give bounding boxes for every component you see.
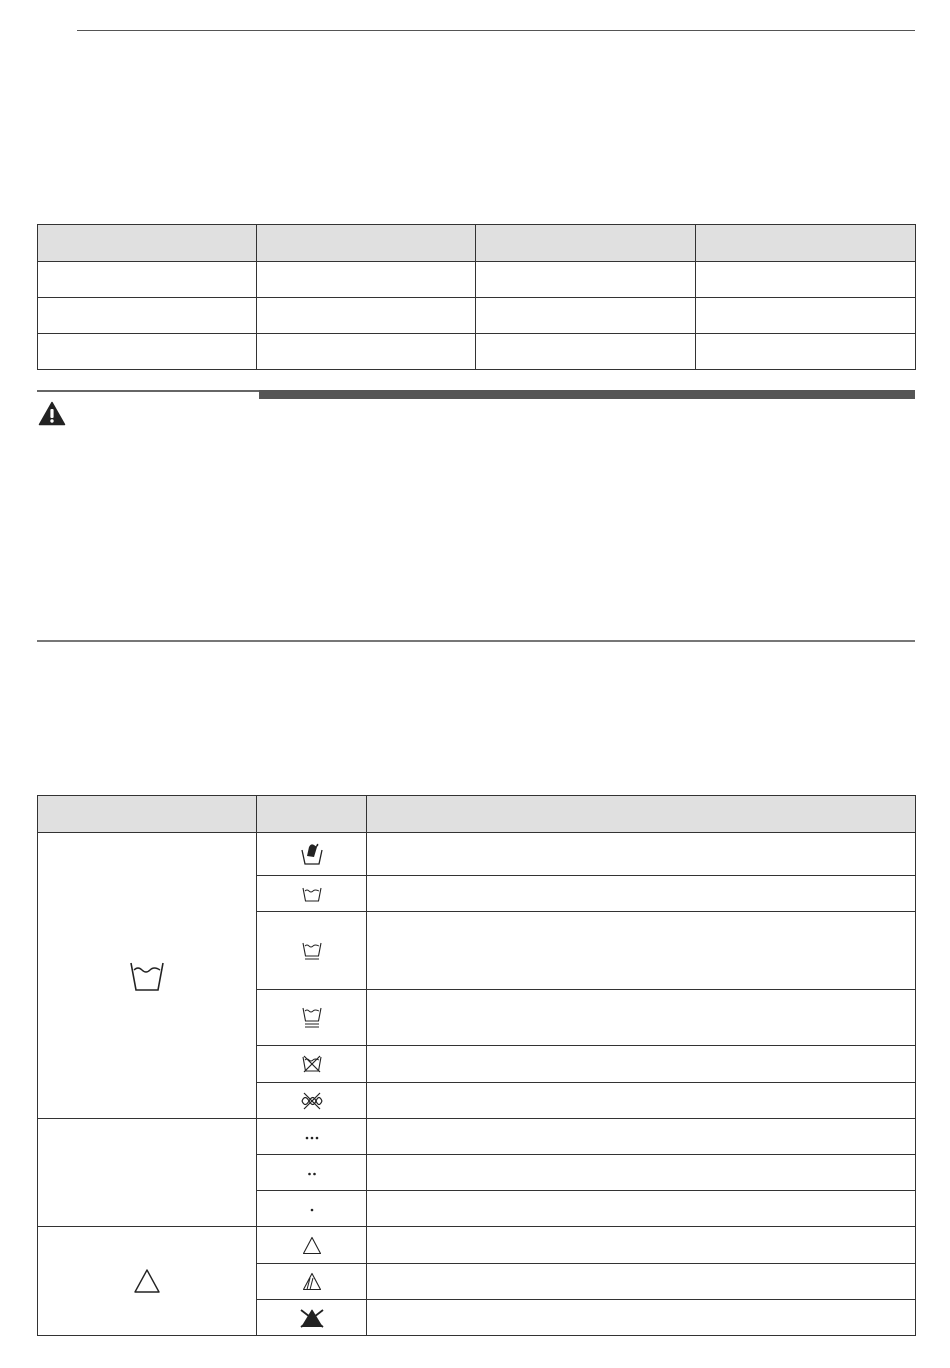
symbol-cell bbox=[257, 1191, 367, 1227]
column-header bbox=[38, 796, 257, 833]
table-header-row bbox=[38, 796, 916, 833]
table-cell bbox=[696, 334, 916, 370]
warning-icon bbox=[38, 401, 66, 426]
do-not-bleach-icon bbox=[299, 1308, 325, 1328]
hand-wash-icon bbox=[301, 842, 323, 866]
description-cell bbox=[367, 990, 916, 1046]
column-header bbox=[257, 796, 367, 833]
table-row bbox=[38, 833, 916, 876]
symbol-cell bbox=[257, 1046, 367, 1083]
column-header bbox=[38, 225, 257, 262]
table-row bbox=[38, 1227, 916, 1264]
column-header bbox=[367, 796, 916, 833]
symbol-cell bbox=[257, 1083, 367, 1119]
symbol-cell bbox=[257, 912, 367, 990]
description-cell bbox=[367, 912, 916, 990]
section-rule bbox=[37, 640, 915, 642]
column-header bbox=[696, 225, 916, 262]
symbol-cell bbox=[257, 1300, 367, 1336]
table-cell bbox=[38, 334, 257, 370]
table-cell bbox=[38, 298, 257, 334]
washtub-delicate-icon bbox=[302, 1006, 322, 1029]
table-row bbox=[38, 1119, 916, 1155]
warning-rule bbox=[37, 390, 259, 392]
description-cell bbox=[367, 1191, 916, 1227]
category-cell bbox=[38, 1227, 257, 1336]
description-cell bbox=[367, 1264, 916, 1300]
description-cell bbox=[367, 1119, 916, 1155]
one-dot-icon bbox=[309, 1207, 315, 1213]
table-cell bbox=[257, 262, 476, 298]
washtub-icon bbox=[129, 960, 165, 992]
table-cell bbox=[38, 262, 257, 298]
data-table bbox=[37, 224, 916, 370]
symbol-cell bbox=[257, 1264, 367, 1300]
symbol-cell bbox=[257, 1155, 367, 1191]
any-bleach-icon bbox=[302, 1236, 322, 1255]
table-cell bbox=[696, 298, 916, 334]
description-cell bbox=[367, 1227, 916, 1264]
column-header bbox=[476, 225, 696, 262]
non-chlorine-bleach-icon bbox=[302, 1272, 322, 1291]
column-header bbox=[257, 225, 476, 262]
do-not-wash-icon bbox=[302, 1055, 322, 1073]
table-cell bbox=[476, 298, 696, 334]
washtub-normal-icon bbox=[302, 886, 322, 902]
care-symbol-table bbox=[37, 795, 916, 1336]
table-cell bbox=[476, 262, 696, 298]
top-rule bbox=[77, 30, 915, 31]
table-row bbox=[38, 298, 916, 334]
three-dots-icon bbox=[305, 1135, 319, 1141]
category-cell bbox=[38, 1119, 257, 1227]
table-row bbox=[38, 334, 916, 370]
description-cell bbox=[367, 833, 916, 876]
description-cell bbox=[367, 1155, 916, 1191]
table-cell bbox=[257, 298, 476, 334]
table-cell bbox=[257, 334, 476, 370]
symbol-cell bbox=[257, 1227, 367, 1264]
symbol-cell bbox=[257, 833, 367, 876]
description-cell bbox=[367, 876, 916, 912]
table-cell bbox=[696, 262, 916, 298]
warning-bar bbox=[259, 390, 915, 399]
description-cell bbox=[367, 1083, 916, 1119]
two-dots-icon bbox=[307, 1171, 317, 1177]
table-header-row bbox=[38, 225, 916, 262]
table-row bbox=[38, 262, 916, 298]
do-not-wring-icon bbox=[299, 1092, 325, 1110]
category-cell bbox=[38, 833, 257, 1119]
symbol-cell bbox=[257, 1119, 367, 1155]
description-cell bbox=[367, 1046, 916, 1083]
table-cell bbox=[476, 334, 696, 370]
bleach-triangle-icon bbox=[133, 1268, 161, 1294]
symbol-cell bbox=[257, 990, 367, 1046]
washtub-permanent-press-icon bbox=[302, 941, 322, 961]
description-cell bbox=[367, 1300, 916, 1336]
symbol-cell bbox=[257, 876, 367, 912]
